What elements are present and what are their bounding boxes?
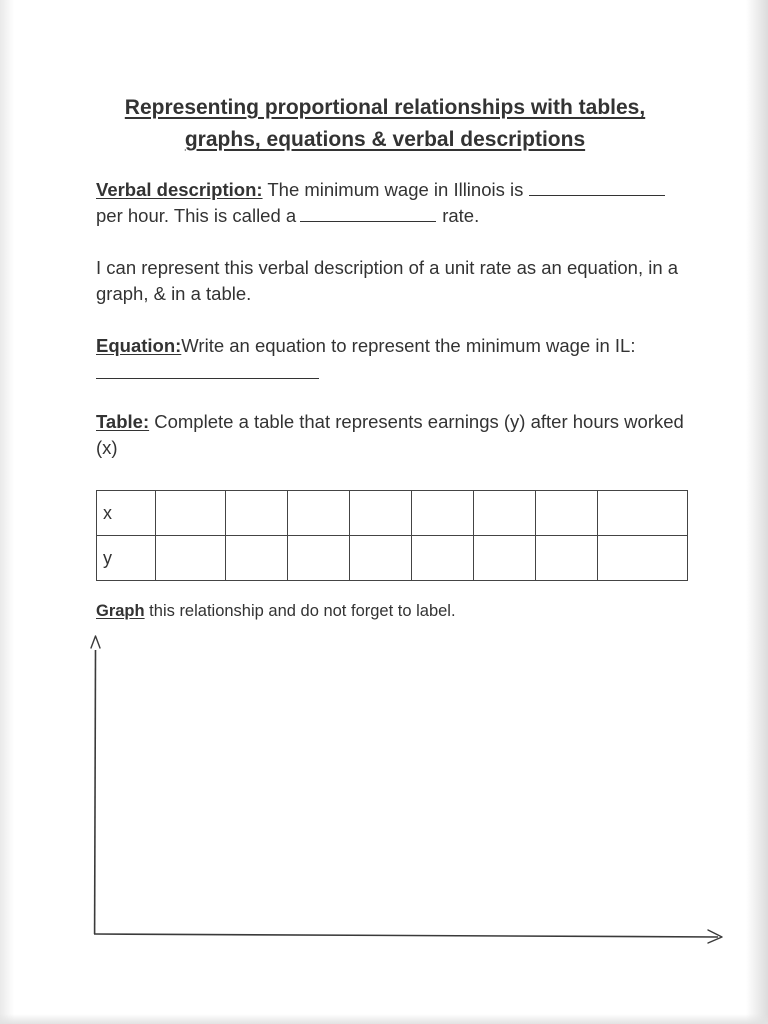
y-axis-arrowhead [91,636,100,648]
title-line-2: graphs, equations & verbal descriptions [184,128,586,151]
equation-text: Write an equation to represent the minimum wage in IL: [181,335,636,356]
verbal-description-text-2: per hour. This is called a [96,205,297,226]
verbal-description-text: The minimum wage in Illinois is [262,179,524,200]
verbal-description-text-3: rate. [442,205,480,226]
graph-label: Graph [96,602,145,620]
y-axis-line [95,650,96,934]
title-line-1: Representing proportional relationships with tables, [124,96,646,119]
table-text: Complete a table that represents earnings (y) after hours worked (x) [96,411,684,458]
row-header-x: x [97,491,156,536]
represent-paragraph: I can represent this verbal description of a unit rate as an equation, in a graph, & in a table. [96,257,679,304]
row-header-y: y [97,536,156,581]
verbal-description-label: Verbal description: [96,179,263,200]
graph-text: this relationship and do not forget to label. [144,602,456,620]
equation-label: Equation: [96,335,182,356]
table-label: Table: [96,411,150,432]
x-axis-line [94,934,718,937]
